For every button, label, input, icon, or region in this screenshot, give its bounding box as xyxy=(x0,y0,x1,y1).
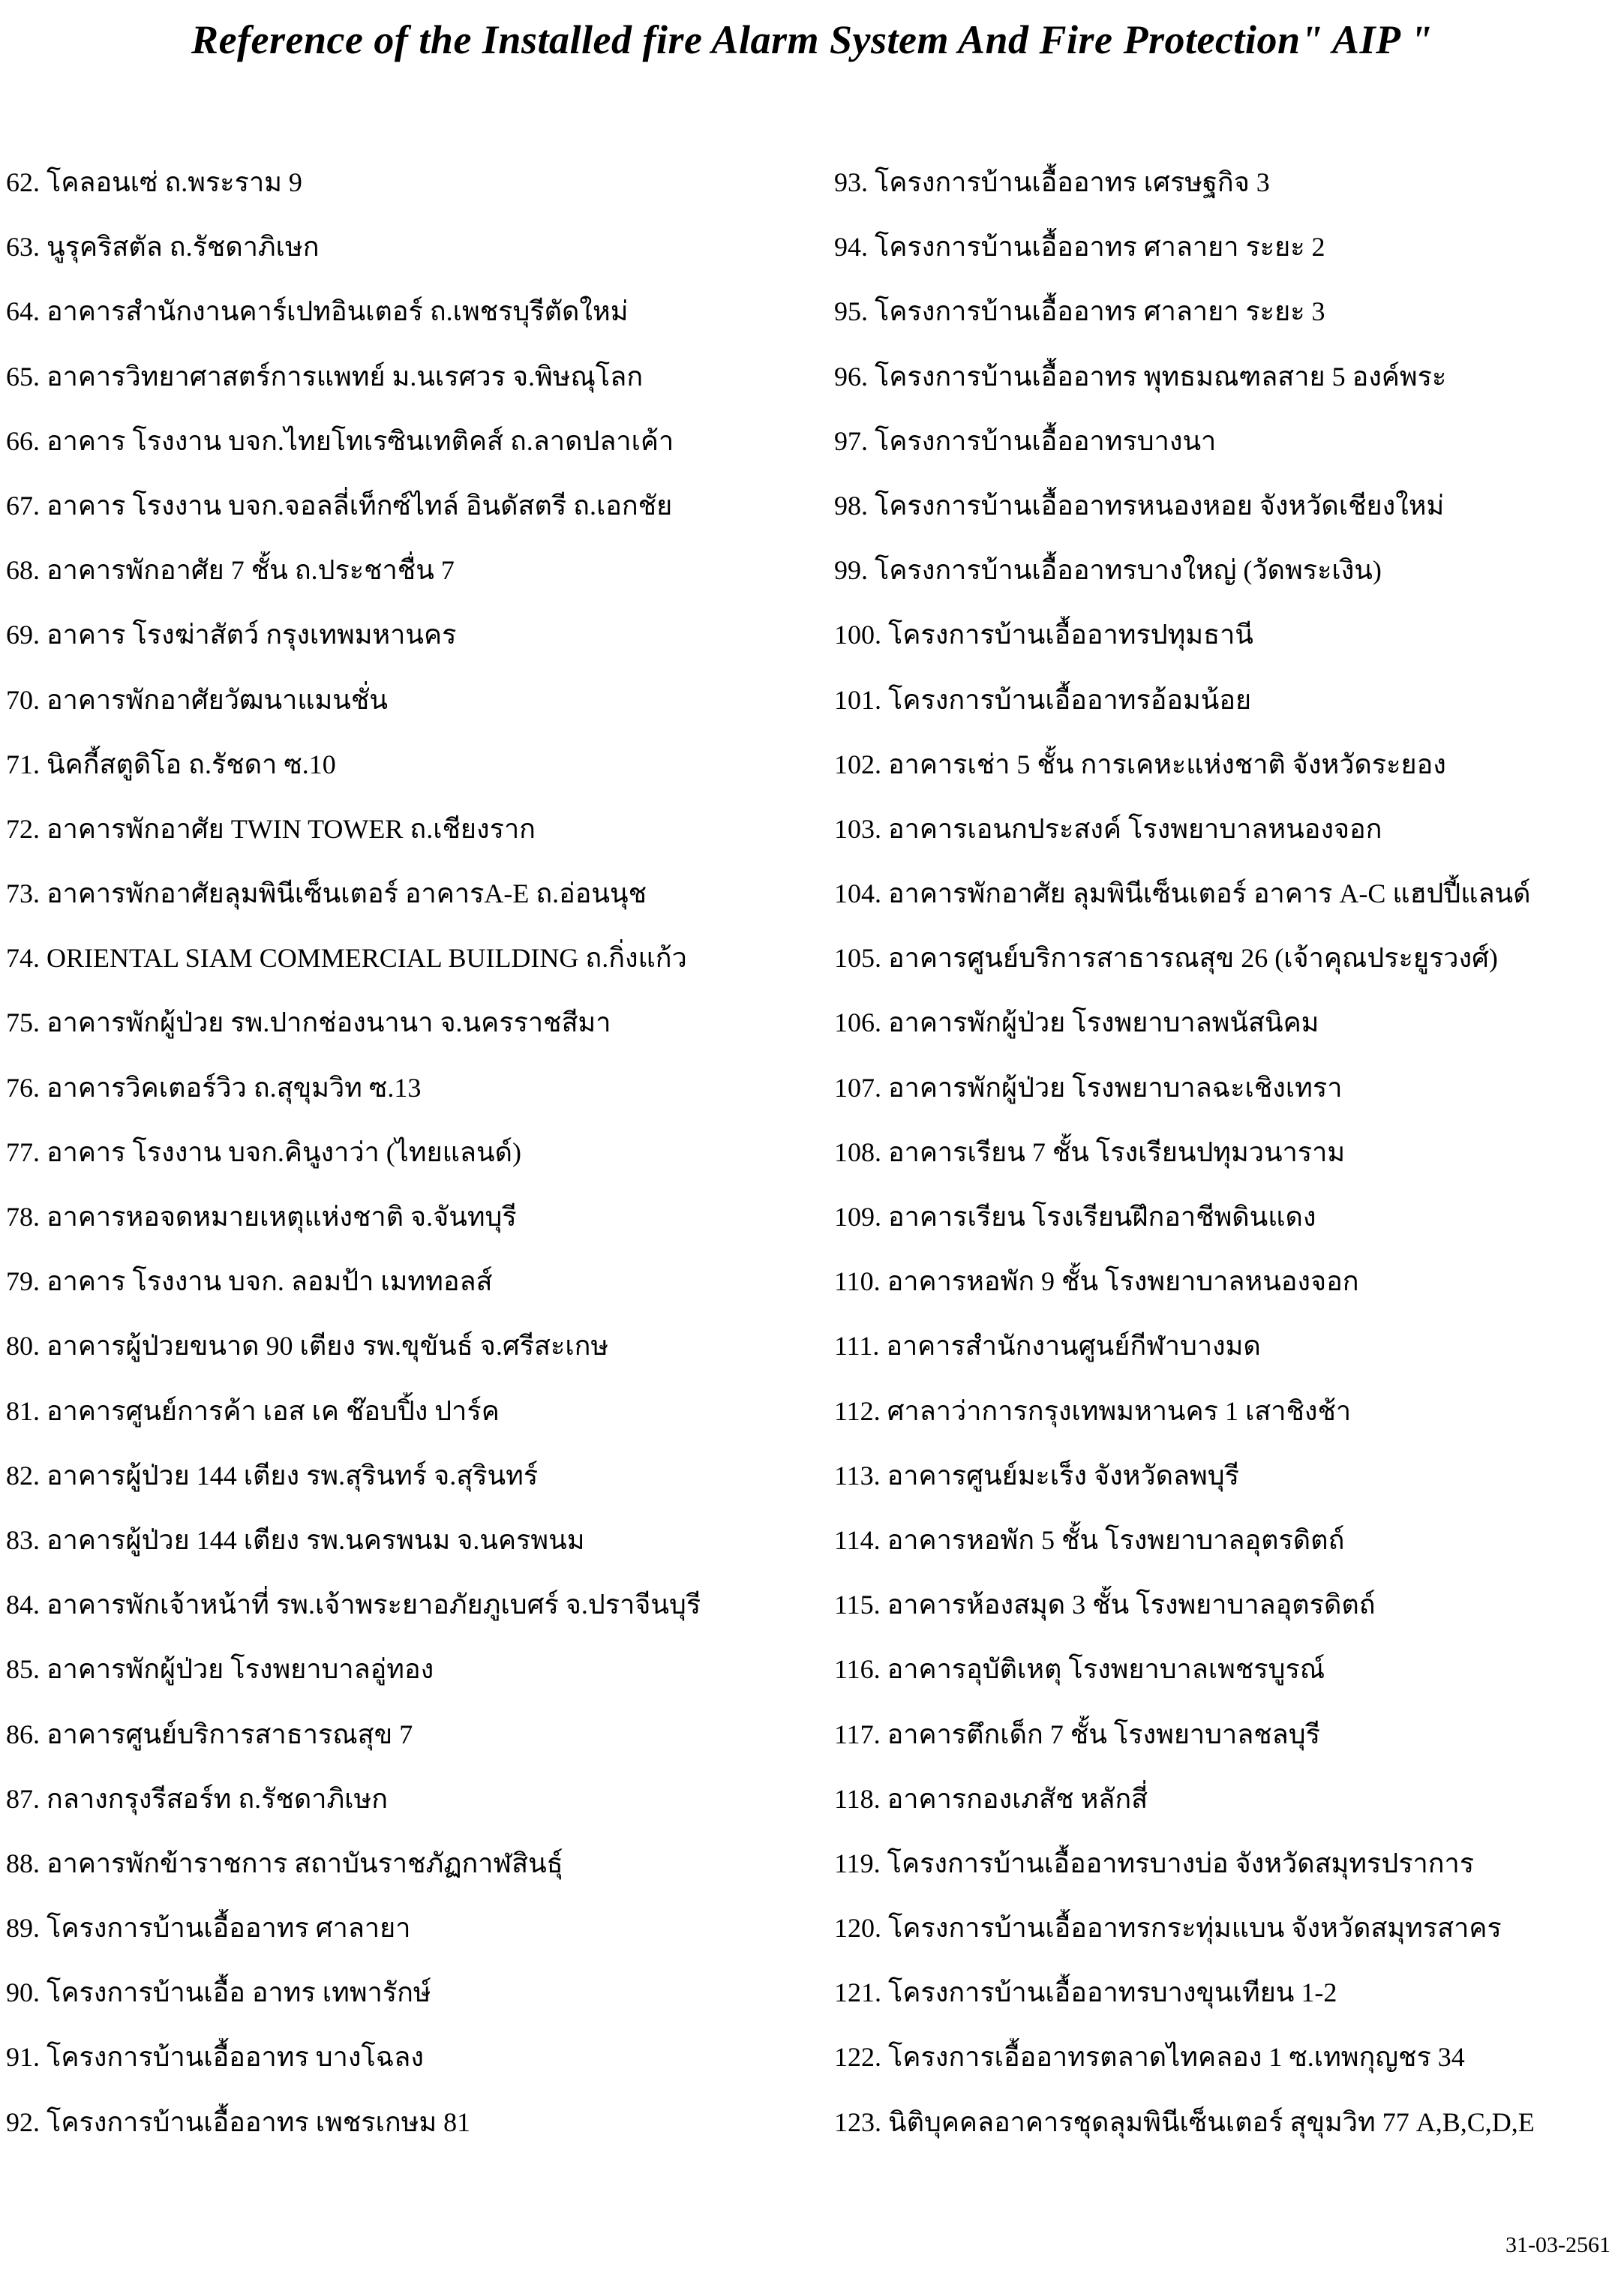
list-item: 104. อาคารพักอาศัย ลุมพินีเซ็นเตอร์ อาคาร A-C แฮปปี้แลนด์ xyxy=(834,878,1531,909)
list-item: 88. อาคารพักข้าราชการ สถาบันราชภัฏกาฬสินธุ์ xyxy=(6,1848,563,1878)
list-item: 93. โครงการบ้านเอื้ออาทร เศรษฐกิจ 3 xyxy=(834,167,1270,197)
list-item: 65. อาคารวิทยาศาสตร์การแพทย์ ม.นเรศวร จ.พิษณุโลก xyxy=(6,361,644,392)
list-item: 68. อาคารพักอาศัย 7 ชั้น ถ.ประชาชื่น 7 xyxy=(6,555,455,586)
list-item: 82. อาคารผู้ป่วย 144 เตียง รพ.สุรินทร์ จ.สุรินทร์ xyxy=(6,1460,539,1491)
list-item: 110. อาคารหอพัก 9 ชั้น โรงพยาบาลหนองจอก xyxy=(834,1266,1359,1297)
list-item: 122. โครงการเอื้ออาทรตลาดไทคลอง 1 ซ.เทพกุญชร 34 xyxy=(834,2042,1465,2073)
reference-list-left xyxy=(6,164,801,2168)
list-item: 83. อาคารผู้ป่วย 144 เตียง รพ.นครพนม จ.นครพนม xyxy=(6,1524,585,1555)
list-item: 67. อาคาร โรงงาน บจก.จอลลี่เท็กซ์ไทล์ อินดัสตรี ถ.เอกชัย xyxy=(6,490,673,521)
list-item: 73. อาคารพักอาศัยลุมพินีเซ็นเตอร์ อาคารA-E ถ.อ่อนนุช xyxy=(6,878,647,909)
list-item: 62. โคลอนเซ่ ถ.พระราม 9 xyxy=(6,167,302,197)
list-item: 107. อาคารพักผู้ป่วย โรงพยาบาลฉะเชิงเทรา xyxy=(834,1072,1343,1103)
list-item: 115. อาคารห้องสมุด 3 ชั้น โรงพยาบาลอุตรดิตถ์ xyxy=(834,1590,1376,1620)
list-item: 79. อาคาร โรงงาน บจก. ลอมป้า เมททอลส์ xyxy=(6,1266,493,1297)
list-item: 63. นูรุคริสตัล ถ.รัชดาภิเษก xyxy=(6,232,320,263)
list-item: 117. อาคารตึกเด็ก 7 ชั้น โรงพยาบาลชลบุรี xyxy=(834,1719,1320,1749)
list-item: 86. อาคารศูนย์บริการสาธารณสุข 7 xyxy=(6,1719,413,1749)
list-item: 96. โครงการบ้านเอื้ออาทร พุทธมณฑลสาย 5 องค์พระ xyxy=(834,361,1447,392)
list-item: 97. โครงการบ้านเอื้ออาทรบางนา xyxy=(834,425,1217,456)
list-item: 111. อาคารสำนักงานศูนย์กีฬาบางมด xyxy=(834,1331,1261,1362)
list-item: 75. อาคารพักผู้ป่วย รพ.ปากช่องนานา จ.นครราชสีมา xyxy=(6,1007,611,1038)
list-item: 81. อาคารศูนย์การค้า เอส เค ช๊อบปิ้ง ปาร์ค xyxy=(6,1395,500,1426)
reference-list-right xyxy=(834,164,1622,2168)
list-item: 87. กลางกรุงรีสอร์ท ถ.รัชดาภิเษก xyxy=(6,1783,389,1814)
list-item: 70. อาคารพักอาศัยวัฒนาแมนชั่น xyxy=(6,684,388,715)
list-item: 99. โครงการบ้านเอื้ออาทรบางใหญ่ (วัดพระเงิน) xyxy=(834,555,1382,586)
list-item: 98. โครงการบ้านเอื้ออาทรหนองหอย จังหวัดเชียงใหม่ xyxy=(834,490,1445,521)
list-item: 74. ORIENTAL SIAM COMMERCIAL BUILDING ถ.กิ่งแก้ว xyxy=(6,943,687,974)
list-item: 69. อาคาร โรงฆ่าสัตว์ กรุงเทพมหานคร xyxy=(6,620,457,650)
list-item: 89. โครงการบ้านเอื้ออาทร ศาลายา xyxy=(6,1913,411,1944)
page-title: Reference of the Installed fire Alarm System And Fire Protection" AIP " xyxy=(191,17,1433,62)
list-item: 103. อาคารเอนกประสงค์ โรงพยาบาลหนองจอก xyxy=(834,813,1382,844)
list-item: 71. นิคกี้สตูดิโอ ถ.รัชดา ซ.10 xyxy=(6,749,336,779)
list-item: 76. อาคารวิคเตอร์วิว ถ.สุขุมวิท ซ.13 xyxy=(6,1072,422,1103)
list-item: 101. โครงการบ้านเอื้ออาทรอ้อมน้อย xyxy=(834,684,1252,715)
list-item: 106. อาคารพักผู้ป่วย โรงพยาบาลพนัสนิคม xyxy=(834,1007,1319,1038)
list-item: 108. อาคารเรียน 7 ชั้น โรงเรียนปทุมวนาราม xyxy=(834,1136,1346,1167)
list-item: 94. โครงการบ้านเอื้ออาทร ศาลายา ระยะ 2 xyxy=(834,232,1325,263)
list-item: 95. โครงการบ้านเอื้ออาทร ศาลายา ระยะ 3 xyxy=(834,296,1325,327)
list-item: 109. อาคารเรียน โรงเรียนฝึกอาชีพดินแดง xyxy=(834,1202,1316,1232)
list-item: 85. อาคารพักผู้ป่วย โรงพยาบาลอู่ทอง xyxy=(6,1654,434,1685)
list-item: 114. อาคารหอพัก 5 ชั้น โรงพยาบาลอุตรดิตถ์ xyxy=(834,1524,1345,1555)
list-item: 113. อาคารศูนย์มะเร็ง จังหวัดลพบุรี xyxy=(834,1460,1239,1491)
list-item: 105. อาคารศูนย์บริการสาธารณสุข 26 (เจ้าคุณประยูรวงศ์) xyxy=(834,943,1498,974)
list-item: 64. อาคารสำนักงานคาร์เปทอินเตอร์ ถ.เพชรบุรีตัดใหม่ xyxy=(6,296,629,327)
list-item: 116. อาคารอุบัติเหตุ โรงพยาบาลเพชรบูรณ์ xyxy=(834,1654,1325,1685)
list-item: 84. อาคารพักเจ้าหน้าที่ รพ.เจ้าพระยาอภัยภูเบศร์ จ.ปราจีนบุรี xyxy=(6,1590,701,1620)
list-item: 78. อาคารหอจดหมายเหตุแห่งชาติ จ.จันทบุรี xyxy=(6,1202,517,1232)
list-item: 112. ศาลาว่าการกรุงเทพมหานคร 1 เสาชิงช้า xyxy=(834,1395,1352,1426)
list-item: 92. โครงการบ้านเอื้ออาทร เพชรเกษม 81 xyxy=(6,2106,471,2137)
list-item: 121. โครงการบ้านเอื้ออาทรบางขุนเทียน 1-2 xyxy=(834,1977,1337,2008)
list-item: 80. อาคารผู้ป่วยขนาด 90 เตียง รพ.ขุขันธ์ จ.ศรีสะเกษ xyxy=(6,1331,609,1362)
list-item: 119. โครงการบ้านเอื้ออาทรบางบ่อ จังหวัดสมุทรปราการ xyxy=(834,1848,1475,1878)
list-item: 102. อาคารเช่า 5 ชั้น การเคหะแห่งชาติ จังหวัดระยอง xyxy=(834,749,1446,779)
list-item: 120. โครงการบ้านเอื้ออาทรกระทุ่มแบน จังหวัดสมุทรสาคร xyxy=(834,1913,1502,1944)
list-item: 77. อาคาร โรงงาน บจก.คินูงาว่า (ไทยแลนด์) xyxy=(6,1136,521,1167)
document-date: 31-03-2561 xyxy=(1505,2232,1610,2257)
list-item: 72. อาคารพักอาศัย TWIN TOWER ถ.เชียงราก xyxy=(6,813,536,844)
list-item: 118. อาคารกองเภสัช หลักสี่ xyxy=(834,1783,1148,1814)
list-item: 100. โครงการบ้านเอื้ออาทรปทุมธานี xyxy=(834,620,1253,650)
list-item: 123. นิติบุคคลอาคารชุดลุมพินีเซ็นเตอร์ สุขุมวิท 77 A,B,C,D,E xyxy=(834,2106,1535,2137)
list-item: 91. โครงการบ้านเอื้ออาทร บางโฉลง xyxy=(6,2042,424,2073)
list-item: 66. อาคาร โรงงาน บจก.ไทยโทเรซินเทติคส์ ถ.ลาดปลาเค้า xyxy=(6,425,674,456)
list-item: 90. โครงการบ้านเอื้อ อาทร เทพารักษ์ xyxy=(6,1977,431,2008)
